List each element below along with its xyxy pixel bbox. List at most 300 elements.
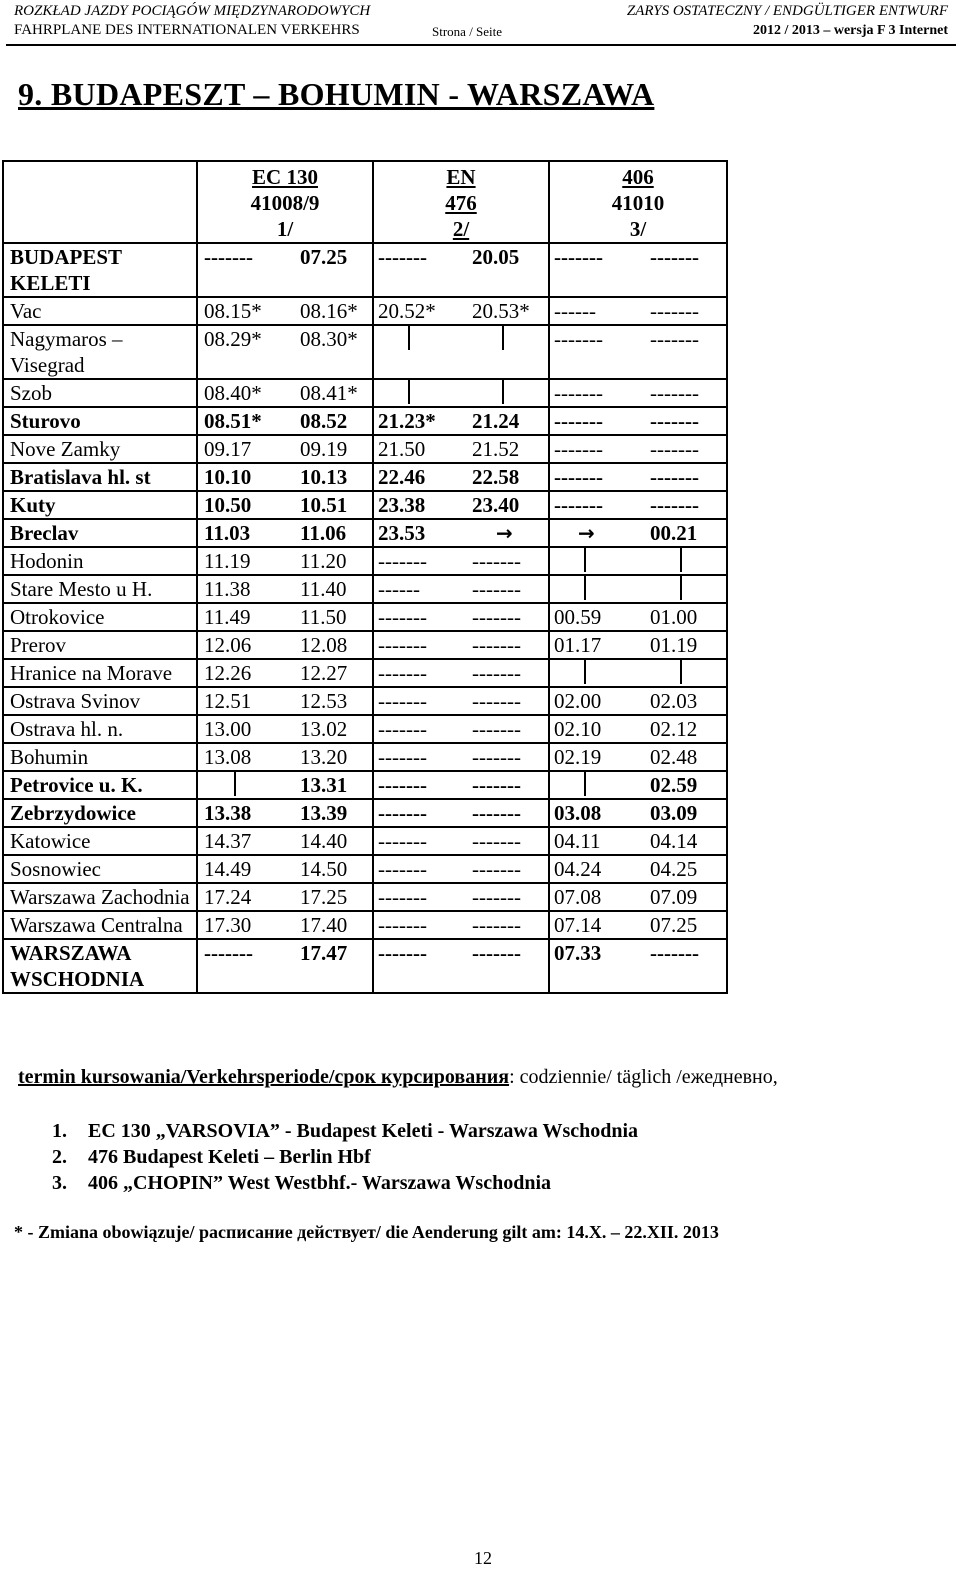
time-value: ------- — [378, 549, 427, 573]
time-value: 02.19 — [554, 745, 602, 769]
train-times-cell — [373, 659, 549, 687]
time-value: ------- — [472, 661, 521, 685]
page-number: 12 — [474, 1548, 492, 1568]
time-value: 08.16* — [300, 299, 358, 323]
train-times-cell — [549, 603, 727, 631]
time-value: 07.25 — [300, 245, 348, 269]
train-header-line: 41010 — [611, 191, 665, 215]
train-times-cell — [197, 435, 373, 463]
time-value: ------- — [650, 245, 699, 269]
station-name: Sturovo — [3, 407, 197, 435]
time-value: 12.53 — [300, 689, 348, 713]
time-value: ------- — [378, 801, 427, 825]
time-value: ------- — [650, 409, 699, 433]
time-value: ------- — [378, 245, 427, 269]
train-times-cell — [373, 687, 549, 715]
train-times-cell — [373, 827, 549, 855]
station-name: Hranice na Morave — [3, 659, 197, 687]
train-header-row — [3, 161, 727, 243]
passes-through-line — [234, 772, 236, 796]
train-times-cell — [549, 743, 727, 771]
passes-through-line — [408, 380, 410, 404]
time-value: ------- — [472, 857, 521, 881]
passes-through-marker — [550, 548, 638, 574]
time-value: ------- — [554, 327, 603, 351]
time-value: ------- — [650, 465, 699, 489]
train-times-cell — [197, 603, 373, 631]
station-name: Petrovice u. K. — [3, 771, 197, 799]
time-value: 22.58 — [472, 465, 520, 489]
train-times-cell — [373, 715, 549, 743]
passes-through-marker — [550, 576, 638, 602]
time-value: ------- — [472, 829, 521, 853]
time-value: 11.38 — [204, 577, 251, 601]
time-value: 08.15* — [204, 299, 262, 323]
time-value: 07.08 — [554, 885, 602, 909]
operating-period — [18, 1066, 778, 1089]
note-text: 476 Budapest Keleti – Berlin Hbf — [88, 1146, 371, 1168]
station-name: Vac — [3, 297, 197, 325]
time-value: 17.25 — [300, 885, 348, 909]
time-value: 00.21 — [650, 521, 698, 545]
time-value: 01.00 — [650, 605, 698, 629]
train-times-cell — [197, 631, 373, 659]
time-value: 11.19 — [204, 549, 251, 573]
timetable-row — [3, 687, 727, 715]
train-times-cell — [373, 771, 549, 799]
station-name: Hodonin — [3, 547, 197, 575]
time-value: ------- — [472, 717, 521, 741]
timetable-row — [3, 799, 727, 827]
train-times-cell — [197, 491, 373, 519]
time-value: ------- — [378, 689, 427, 713]
train-times-cell — [197, 883, 373, 911]
train-times-cell — [549, 325, 727, 379]
passes-through-marker — [462, 380, 548, 406]
time-value: 13.00 — [204, 717, 252, 741]
time-value: 09.19 — [300, 437, 348, 461]
header-draft-label: ZARYS OSTATECZNY / ENDGÜLTIGER ENTWURF — [626, 3, 948, 19]
header-title-de: FAHRPLANE DES INTERNATIONALEN VERKEHRS — [14, 22, 360, 38]
time-value: ------- — [378, 941, 427, 965]
time-value: 11.03 — [204, 521, 251, 545]
time-value: 02.59 — [650, 773, 698, 797]
note-number: 1. — [52, 1120, 67, 1142]
arrow-right-icon: → — [578, 521, 595, 545]
station-name: Kuty — [3, 491, 197, 519]
time-value: 14.50 — [300, 857, 348, 881]
time-value: ------- — [650, 941, 699, 965]
time-value: 02.00 — [554, 689, 602, 713]
station-name: Prerov — [3, 631, 197, 659]
timetable-row — [3, 519, 727, 547]
time-value: 23.53 — [378, 521, 426, 545]
time-value: 02.12 — [650, 717, 698, 741]
train-times-cell — [549, 855, 727, 883]
passes-through-line — [584, 576, 586, 600]
time-value: 07.25 — [650, 913, 698, 937]
time-value: 17.40 — [300, 913, 348, 937]
passes-through-line — [680, 576, 682, 600]
train-times-cell — [197, 547, 373, 575]
passes-through-marker — [638, 660, 726, 686]
train-times-cell — [549, 883, 727, 911]
train-times-cell — [373, 743, 549, 771]
train-times-cell — [197, 407, 373, 435]
train-times-cell — [373, 631, 549, 659]
passes-through-marker — [462, 326, 548, 352]
time-value: 02.48 — [650, 745, 698, 769]
time-value: 17.24 — [204, 885, 252, 909]
time-value: 14.49 — [204, 857, 252, 881]
station-name: Breclav — [3, 519, 197, 547]
train-times-cell — [373, 297, 549, 325]
time-value: 07.09 — [650, 885, 698, 909]
time-value: 12.08 — [300, 633, 348, 657]
time-value: 11.20 — [300, 549, 347, 573]
train-times-cell — [197, 687, 373, 715]
station-name: Ostrava hl. n. — [3, 715, 197, 743]
note-item — [52, 1144, 638, 1170]
train-times-cell — [197, 575, 373, 603]
station-name: Nagymaros – Visegrad — [3, 325, 197, 379]
operating-period-value: : codziennie/ täglich /ежедневно, — [509, 1066, 778, 1088]
time-value: ------- — [554, 409, 603, 433]
timetable-row — [3, 297, 727, 325]
timetable-row — [3, 603, 727, 631]
train-times-cell — [373, 911, 549, 939]
train-header-line: 3/ — [629, 217, 647, 241]
passes-through-line — [680, 660, 682, 684]
time-value: 03.08 — [554, 801, 602, 825]
time-value: ------- — [472, 885, 521, 909]
train-times-cell — [197, 799, 373, 827]
passes-through-marker — [550, 660, 638, 686]
time-value: 21.50 — [378, 437, 426, 461]
time-value: 21.24 — [472, 409, 520, 433]
train-times-cell — [549, 575, 727, 603]
train-times-cell — [549, 827, 727, 855]
timetable-row — [3, 659, 727, 687]
train-times-cell — [549, 435, 727, 463]
train-header — [197, 161, 373, 243]
time-value: 13.02 — [300, 717, 348, 741]
train-times-cell — [197, 855, 373, 883]
time-value: 01.17 — [554, 633, 602, 657]
time-value: ------- — [472, 941, 521, 965]
station-name: Stare Mesto u H. — [3, 575, 197, 603]
station-name: Bratislava hl. st — [3, 463, 197, 491]
timetable-row — [3, 243, 727, 297]
footnote: * - Zmiana obowiązuje/ расписание действует/ die Aenderung gilt am: 14.X. – 22.XII. 2013 — [14, 1222, 719, 1242]
train-times-cell — [197, 911, 373, 939]
timetable-row — [3, 463, 727, 491]
station-name: Szob — [3, 379, 197, 407]
train-times-cell — [197, 827, 373, 855]
time-value: ------- — [554, 465, 603, 489]
time-value: 04.14 — [650, 829, 698, 853]
timetable-row — [3, 407, 727, 435]
station-name: BUDAPEST KELETI — [3, 243, 197, 297]
time-value: ------- — [472, 745, 521, 769]
time-value: 04.25 — [650, 857, 698, 881]
station-name: Bohumin — [3, 743, 197, 771]
passes-through-line — [584, 772, 586, 796]
station-name: WARSZAWA WSCHODNIA — [3, 939, 197, 993]
time-value: 08.40* — [204, 381, 262, 405]
station-name: Zebrzydowice — [3, 799, 197, 827]
train-times-cell — [197, 325, 373, 379]
time-value: ------- — [378, 885, 427, 909]
time-value: ------- — [472, 605, 521, 629]
time-value: ------- — [650, 437, 699, 461]
station-name: Katowice — [3, 827, 197, 855]
time-value: ------- — [554, 493, 603, 517]
train-times-cell — [549, 771, 727, 799]
time-value: 04.11 — [554, 829, 601, 853]
time-value: 12.26 — [204, 661, 252, 685]
time-value: 13.31 — [300, 773, 348, 797]
train-times-cell — [373, 603, 549, 631]
train-times-cell — [197, 297, 373, 325]
train-times-cell — [549, 379, 727, 407]
time-value: ------- — [472, 689, 521, 713]
train-times-cell — [549, 659, 727, 687]
timetable-row — [3, 883, 727, 911]
arrow-right-icon: → — [496, 521, 513, 545]
passes-through-marker — [638, 576, 726, 602]
time-value: ------- — [472, 549, 521, 573]
train-times-cell — [373, 799, 549, 827]
time-value: 21.52 — [472, 437, 520, 461]
time-value: 10.13 — [300, 465, 348, 489]
time-value: 11.50 — [300, 605, 347, 629]
time-value: 20.53* — [472, 299, 530, 323]
train-times-cell — [373, 883, 549, 911]
passes-through-line — [584, 548, 586, 572]
timetable — [2, 160, 728, 994]
passes-through-line — [584, 660, 586, 684]
header-version: 2012 / 2013 – wersja F 3 Internet — [752, 23, 948, 38]
passes-through-marker — [198, 772, 286, 798]
time-value: ------- — [472, 773, 521, 797]
note-number: 3. — [52, 1172, 67, 1194]
time-value: 13.39 — [300, 801, 348, 825]
timetable-row — [3, 911, 727, 939]
time-value: ------- — [378, 913, 427, 937]
train-times-cell — [373, 519, 549, 547]
train-times-cell — [373, 243, 549, 297]
time-value: 10.51 — [300, 493, 348, 517]
train-times-cell — [373, 435, 549, 463]
time-value: ------- — [554, 381, 603, 405]
train-times-cell — [549, 243, 727, 297]
time-value: 04.24 — [554, 857, 602, 881]
time-value: ------- — [472, 577, 521, 601]
timetable-row — [3, 715, 727, 743]
train-times-cell — [197, 659, 373, 687]
train-times-cell — [549, 631, 727, 659]
time-value: 07.14 — [554, 913, 602, 937]
time-value: 07.33 — [554, 941, 602, 965]
page-title: 9. BUDAPESZT – BOHUMIN - WARSZAWA — [18, 76, 655, 112]
passes-through-marker — [374, 380, 462, 406]
note-item — [52, 1118, 638, 1144]
time-value: ------- — [472, 913, 521, 937]
timetable-row — [3, 547, 727, 575]
timetable-row — [3, 939, 727, 993]
timetable-row — [3, 379, 727, 407]
time-value: ------- — [204, 941, 253, 965]
header-page-label: Strona / Seite — [432, 24, 503, 39]
station-name: Ostrava Svinov — [3, 687, 197, 715]
station-name: Warszawa Zachodnia — [3, 883, 197, 911]
time-value: 23.40 — [472, 493, 520, 517]
time-value: ------ — [378, 577, 420, 601]
time-value: ------- — [378, 717, 427, 741]
time-value: 08.52 — [300, 409, 348, 433]
time-value: 13.08 — [204, 745, 252, 769]
passes-through-line — [680, 548, 682, 572]
time-value: 14.37 — [204, 829, 252, 853]
time-value: ------- — [554, 437, 603, 461]
station-name: Otrokovice — [3, 603, 197, 631]
time-value: 08.30* — [300, 327, 358, 351]
time-value: ------- — [204, 245, 253, 269]
train-times-cell — [197, 771, 373, 799]
time-value: 11.40 — [300, 577, 347, 601]
passes-through-line — [502, 380, 504, 404]
train-times-cell — [549, 939, 727, 993]
time-value: ------- — [472, 801, 521, 825]
train-header — [549, 161, 727, 243]
time-value: 12.06 — [204, 633, 252, 657]
passes-through-marker — [550, 772, 638, 798]
train-times-cell — [549, 715, 727, 743]
train-header-line: EC 130 — [252, 165, 318, 189]
train-header — [373, 161, 549, 243]
timetable-row — [3, 435, 727, 463]
header-title-pl: ROZKŁAD JAZDY POCIĄGÓW MIĘDZYNARODOWYCH — [14, 3, 371, 19]
train-times-cell — [373, 575, 549, 603]
train-times-cell — [197, 519, 373, 547]
train-times-cell — [373, 547, 549, 575]
train-times-cell — [549, 687, 727, 715]
train-times-cell — [373, 325, 549, 379]
passes-through-line — [502, 326, 504, 350]
timetable-row — [3, 631, 727, 659]
train-header-line: 1/ — [276, 217, 294, 241]
time-value: 10.50 — [204, 493, 252, 517]
train-times-cell — [197, 939, 373, 993]
train-times-cell — [549, 297, 727, 325]
timetable-row — [3, 827, 727, 855]
train-header-line: 406 — [622, 165, 654, 189]
time-value: 00.59 — [554, 605, 602, 629]
time-value: 21.23* — [378, 409, 436, 433]
train-times-cell — [373, 379, 549, 407]
time-value: 10.10 — [204, 465, 252, 489]
train-times-cell — [197, 379, 373, 407]
train-header-line: 476 — [445, 191, 477, 215]
timetable-row — [3, 771, 727, 799]
timetable-row — [3, 575, 727, 603]
time-value: 08.41* — [300, 381, 358, 405]
passes-through-line — [408, 326, 410, 350]
time-value: 13.20 — [300, 745, 348, 769]
train-times-cell — [197, 715, 373, 743]
time-value: 20.52* — [378, 299, 436, 323]
station-name: Nove Zamky — [3, 435, 197, 463]
train-times-cell — [373, 939, 549, 993]
note-text: 406 „CHOPIN” West Westbhf.- Warszawa Wschodnia — [88, 1172, 552, 1194]
time-value: 09.17 — [204, 437, 252, 461]
time-value: 13.38 — [204, 801, 252, 825]
time-value: ------- — [378, 633, 427, 657]
time-value: ------- — [650, 381, 699, 405]
time-value: ------ — [554, 299, 596, 323]
time-value: 01.19 — [650, 633, 698, 657]
time-value: ------- — [650, 299, 699, 323]
train-times-cell — [197, 243, 373, 297]
train-times-cell — [373, 491, 549, 519]
station-name: Sosnowiec — [3, 855, 197, 883]
train-times-cell — [549, 911, 727, 939]
operating-period-label: termin kursowania/Verkehrsperiode/срок курсирования — [18, 1066, 510, 1088]
time-value: ------- — [378, 661, 427, 685]
train-times-cell — [549, 799, 727, 827]
station-name: Warszawa Centralna — [3, 911, 197, 939]
time-value: 23.38 — [378, 493, 426, 517]
train-header-line: EN — [446, 165, 476, 189]
time-value: ------- — [378, 773, 427, 797]
time-value: 02.03 — [650, 689, 698, 713]
train-times-cell — [549, 463, 727, 491]
time-value: 14.40 — [300, 829, 348, 853]
train-times-cell — [549, 491, 727, 519]
time-value: 11.06 — [300, 521, 347, 545]
header-rule — [6, 44, 956, 46]
train-times-cell — [549, 519, 727, 547]
timetable-row — [3, 855, 727, 883]
time-value: ------- — [378, 605, 427, 629]
passes-through-marker — [374, 326, 462, 352]
time-value: 12.27 — [300, 661, 348, 685]
time-value: ------- — [472, 633, 521, 657]
train-times-cell — [373, 463, 549, 491]
train-notes — [52, 1118, 638, 1196]
train-header-line: 2/ — [452, 217, 470, 241]
time-value: 08.51* — [204, 409, 262, 433]
train-times-cell — [549, 407, 727, 435]
time-value: 08.29* — [204, 327, 262, 351]
passes-through-marker — [638, 548, 726, 574]
time-value: 02.10 — [554, 717, 602, 741]
timetable-row — [3, 743, 727, 771]
time-value: ------- — [378, 829, 427, 853]
time-value: ------- — [650, 327, 699, 351]
note-item — [52, 1170, 638, 1196]
time-value: 20.05 — [472, 245, 520, 269]
time-value: 11.49 — [204, 605, 251, 629]
header-blank-cell — [3, 161, 197, 243]
time-value: 17.47 — [300, 941, 348, 965]
time-value: 12.51 — [204, 689, 252, 713]
time-value: ------- — [554, 245, 603, 269]
time-value: 22.46 — [378, 465, 426, 489]
timetable-row — [3, 325, 727, 379]
train-times-cell — [373, 407, 549, 435]
